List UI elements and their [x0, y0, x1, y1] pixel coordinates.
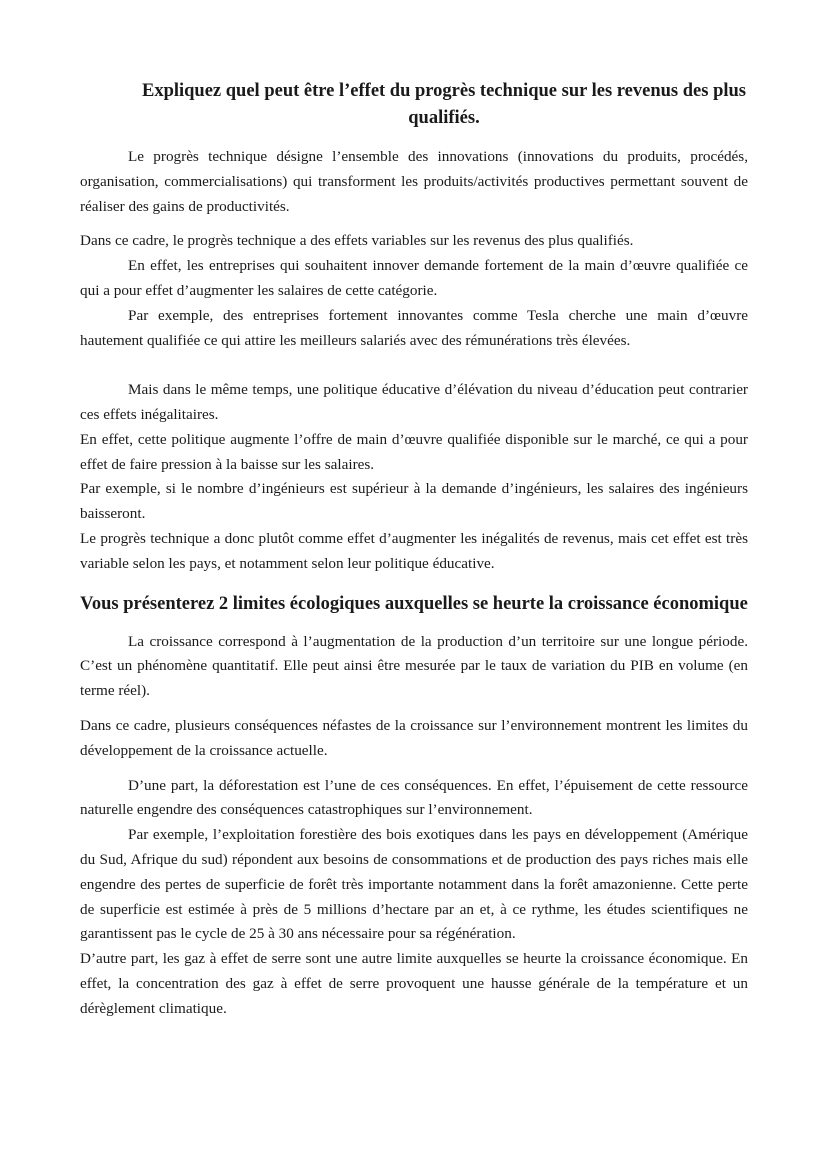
paragraph: En effet, cette politique augmente l’offre de main d’œuvre qualifiée disponible sur le marché, ce qui a pour effet de faire pression à la baisse sur les salaires. — [80, 430, 748, 473]
paragraph: Dans ce cadre, le progrès technique a des effets variables sur les revenus des plus qualifiés. — [80, 232, 634, 250]
paragraph: Le progrès technique désigne l’ensemble des innovations (innovations du produits, procédés, organisation, commercialisations) qui transforment les produits/activités productives permettant souvent de réaliser des gains de productivités. — [80, 148, 748, 215]
paragraph: Dans ce cadre, plusieurs conséquences néfastes de la croissance sur l’environnement montrent les limites du développement de la croissance actuelle. — [80, 716, 748, 759]
paragraph: La croissance correspond à l’augmentation de la production d’un territoire sur une longue période. C’est un phénomène quantitatif. Elle peut ainsi être mesurée par le taux de variation du PIB en volume (en terme réel). — [80, 632, 748, 700]
paragraph: Mais dans le même temps, une politique éducative d’élévation du niveau d’éducation peut contrarier ces effets inégalitaires. — [80, 381, 748, 423]
question-1-heading: Expliquez quel peut être l’effet du progrès technique sur les revenus des plus qualifiés. — [141, 81, 746, 128]
question-2-heading: Vous présenterez 2 limites écologiques auxquelles se heurte la croissance économique — [80, 593, 748, 614]
document-page — [80, 78, 748, 1022]
paragraph: Par exemple, des entreprises fortement innovantes comme Tesla cherche une main d’œuvre hautement qualifiée ce qui attire les meilleurs salariés avec des rémunérations très élevées. — [80, 306, 748, 349]
paragraph: Par exemple, si le nombre d’ingénieurs est supérieur à la demande d’ingénieurs, les salaires des ingénieurs baisseront. — [80, 480, 748, 523]
paragraph: D’une part, la déforestation est l’une de ces conséquences. En effet, l’épuisement de cette ressource naturelle engendre des conséquences catastrophiques sur l’environnement. — [80, 776, 748, 819]
paragraph: En effet, les entreprises qui souhaitent innover demande fortement de la main d’œuvre qualifiée ce qui a pour effet d’augmenter les salaires de cette catégorie. — [80, 257, 748, 299]
paragraph: Le progrès technique a donc plutôt comme effet d’augmenter les inégalités de revenus, mais cet effet est très variable selon les pays, et notamment selon leur politique éducative. — [80, 529, 748, 572]
paragraph: Par exemple, l’exploitation forestière des bois exotiques dans les pays en développement (Amérique du Sud, Afrique du sud) répondent aux besoins de consommations et de production des pays riches mais elle engendre des pertes de superficie de forêt très importante notamment dans la forêt amazonienne. Cette perte de superficie est estimée à près de 5 millions d’hectare par an et, à ce rythme, les études scientifiques ne garantissent pas le cycle de 25 à 30 ans nécessaire pour sa régénération. — [80, 826, 748, 943]
paragraph: D’autre part, les gaz à effet de serre sont une autre limite auxquelles se heurte la croissance économique. En effet, la concentration des gaz à effet de serre provoquent une hausse générale de la température et un dérèglement climatique. — [80, 950, 748, 1017]
